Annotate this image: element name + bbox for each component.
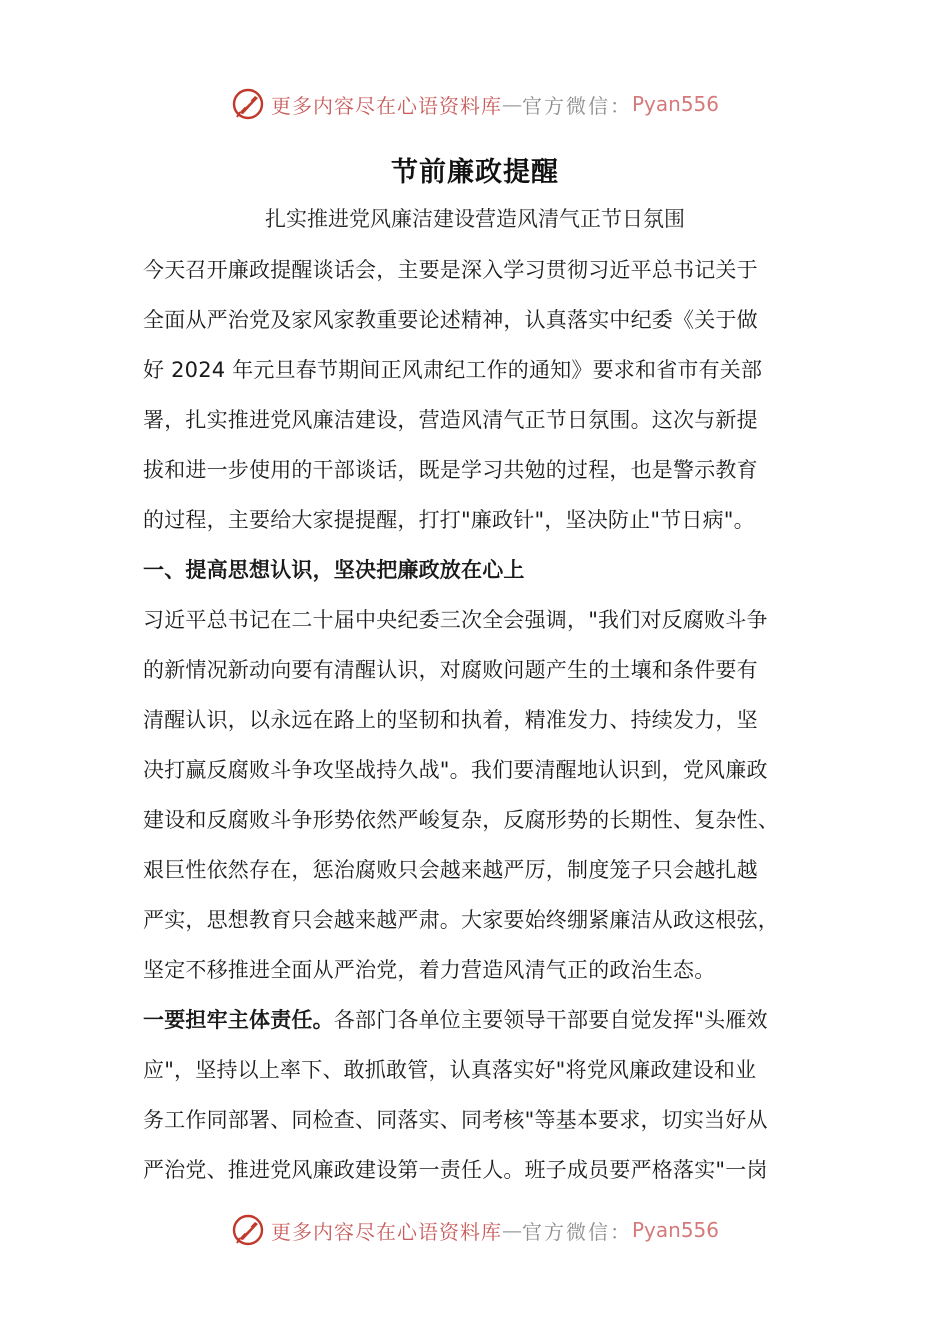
feather-pen-logo-icon <box>231 1213 265 1247</box>
point-line: 务工作同部署、同检查、同落实、同考核"等基本要求，切实当好从 <box>143 1108 768 1132</box>
watermark-dash: — <box>501 92 522 116</box>
section-line: 习近平总书记在二十届中央纪委三次全会强调，"我们对反腐败斗争 <box>143 608 768 632</box>
point-first-rest-text: 各部门各单位主要领导干部要自觉发挥"头雁效 <box>333 1008 768 1032</box>
watermark-dash: — <box>501 1218 522 1242</box>
document-subtitle: 扎实推进党风廉洁建设营造风清气正节日氛围 <box>265 207 685 231</box>
intro-line: 好 2024 年元旦春节期间正风肃纪工作的通知》要求和省市有关部 <box>143 358 763 382</box>
section-heading: 一、提高思想认识，坚决把廉政放在心上 <box>143 558 525 582</box>
watermark-contact-id: Pyan556 <box>631 92 719 116</box>
section-line: 严实，思想教育只会越来越严肃。大家要始终绷紧廉洁从政这根弦， <box>143 908 779 932</box>
section-line: 决打赢反腐败斗争攻坚战持久战"。我们要清醒地认识到，党风廉政 <box>143 758 768 782</box>
section-line: 坚定不移推进全面从严治党，着力营造风清气正的政治生态。 <box>143 958 716 982</box>
footer-watermark-banner <box>0 1210 950 1250</box>
intro-line: 的过程，主要给大家提提醒，打打"廉政针"，坚决防止"节日病"。 <box>143 508 755 532</box>
intro-line: 今天召开廉政提醒谈话会，主要是深入学习贯彻习近平总书记关于 <box>143 258 758 282</box>
watermark-contact-label: 官方微信： <box>521 1219 632 1244</box>
point-line: 严治党、推进党风廉政建设第一责任人。班子成员要严格落实"一岗 <box>143 1158 768 1182</box>
intro-line: 署，扎实推进党风廉洁建设，营造风清气正节日氛围。这次与新提 <box>143 408 758 432</box>
intro-line: 拔和进一步使用的干部谈话，既是学习共勉的过程，也是警示教育 <box>143 458 758 482</box>
document-body <box>143 248 823 1198</box>
document-title: 节前廉政提醒 <box>391 157 559 188</box>
section-line: 清醒认识，以永远在路上的坚韧和执着，精准发力、持续发力，坚 <box>143 708 758 732</box>
watermark-contact-id: Pyan556 <box>631 1218 719 1242</box>
watermark-brand-text: 更多内容尽在心语资料库 <box>270 93 502 118</box>
feather-pen-logo-icon <box>231 87 265 121</box>
point-lead-text: 一要担牢主体责任。 <box>143 1008 334 1032</box>
header-watermark-banner <box>0 84 950 124</box>
intro-line: 全面从严治党及家风家教重要论述精神，认真落实中纪委《关于做 <box>143 308 758 332</box>
watermark-contact-label: 官方微信： <box>521 93 632 118</box>
point-line: 应"，坚持以上率下、敢抓敢管，认真落实好"将党风廉政建设和业 <box>143 1058 757 1082</box>
section-line: 的新情况新动向要有清醒认识，对腐败问题产生的土壤和条件要有 <box>143 658 758 682</box>
section-line: 艰巨性依然存在，惩治腐败只会越来越严厉，制度笼子只会越扎越 <box>143 858 758 882</box>
watermark-brand-text: 更多内容尽在心语资料库 <box>270 1219 502 1244</box>
point-first-line <box>143 998 823 1048</box>
section-line: 建设和反腐败斗争形势依然严峻复杂，反腐形势的长期性、复杂性、 <box>143 808 779 832</box>
